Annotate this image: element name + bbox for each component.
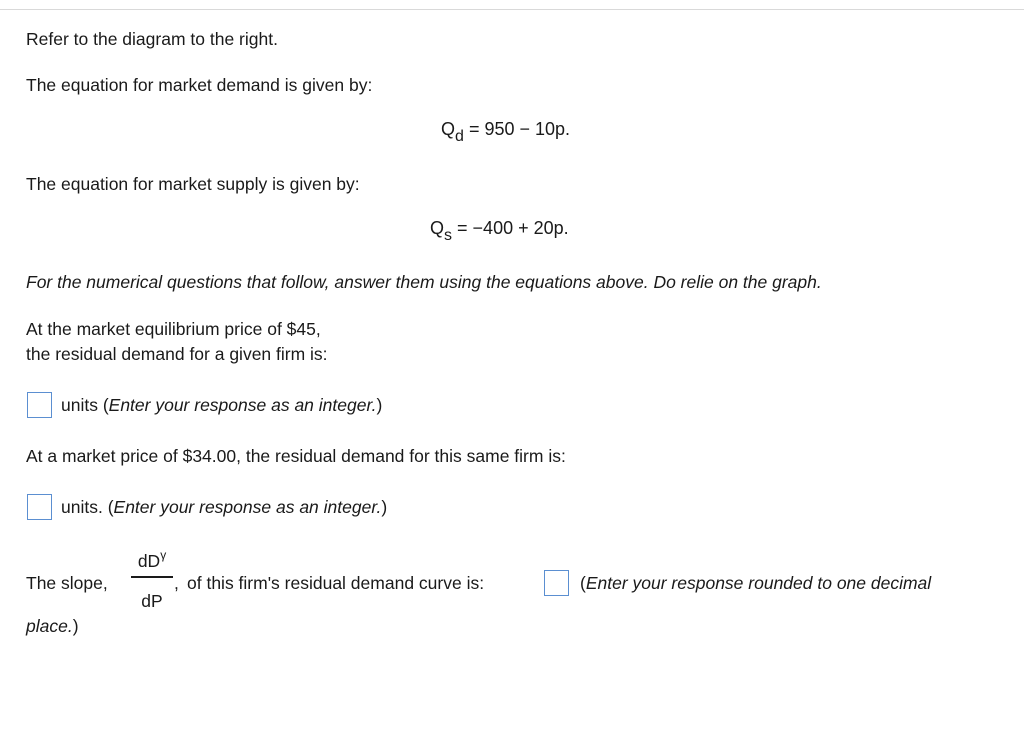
- q3-prefix: The slope,: [26, 573, 108, 593]
- supply-subscript: s: [444, 227, 453, 244]
- q1-hint: Enter your response as an integer.: [108, 395, 377, 415]
- supply-equation: [430, 217, 569, 244]
- instruction-text: For the numerical questions that follow, answer them using the equations above. Do relie on the graph.: [26, 272, 822, 292]
- slope-numerator-text: dD: [137, 551, 161, 571]
- q1-answer-input[interactable]: [27, 392, 52, 418]
- q3-open: (: [580, 573, 586, 593]
- q2-hint: Enter your response as an integer.: [113, 497, 382, 517]
- demand-equation: [441, 118, 571, 145]
- q2-answer-input[interactable]: [27, 494, 52, 520]
- fraction-bar: [131, 576, 173, 578]
- q3-middle: of this firm's residual demand curve is:: [187, 573, 485, 593]
- q3-hint: Enter your response rounded to one decimal: [585, 573, 932, 593]
- slope-numerator: [131, 550, 173, 574]
- slope-numerator-sup: γ: [160, 548, 167, 562]
- q3-hint-continued: [26, 615, 79, 637]
- supply-var: Q: [430, 218, 445, 238]
- q3-hint-line: [580, 572, 931, 594]
- q1-unit: units (: [61, 395, 109, 415]
- demand-intro: The equation for market demand is given by:: [26, 75, 373, 95]
- q1-close: ): [376, 395, 383, 415]
- q3-close: ): [72, 616, 79, 636]
- top-divider: [0, 9, 1024, 10]
- q1-line1: At the market equilibrium price of $45,: [26, 319, 321, 339]
- q1-answer-label: [61, 394, 382, 416]
- q2-unit: units. (: [61, 497, 114, 517]
- supply-intro: The equation for market supply is given by:: [26, 174, 360, 194]
- demand-var: Q: [441, 119, 456, 139]
- supply-rhs: = −400 + 20p.: [457, 218, 569, 238]
- demand-rhs: = 950 − 10p.: [468, 119, 571, 139]
- demand-subscript: d: [455, 128, 464, 145]
- q2-close: ): [381, 497, 388, 517]
- slope-denominator: dP: [141, 591, 163, 611]
- q1-line2: the residual demand for a given firm is:: [26, 344, 328, 364]
- q3-answer-input[interactable]: [544, 570, 569, 596]
- intro-text: Refer to the diagram to the right.: [26, 29, 278, 49]
- q3-hint-cont: place.: [26, 616, 73, 636]
- q2-answer-label: [61, 496, 387, 518]
- q3-comma: ,: [174, 573, 179, 593]
- q2-text: At a market price of $34.00, the residual demand for this same firm is:: [26, 446, 566, 466]
